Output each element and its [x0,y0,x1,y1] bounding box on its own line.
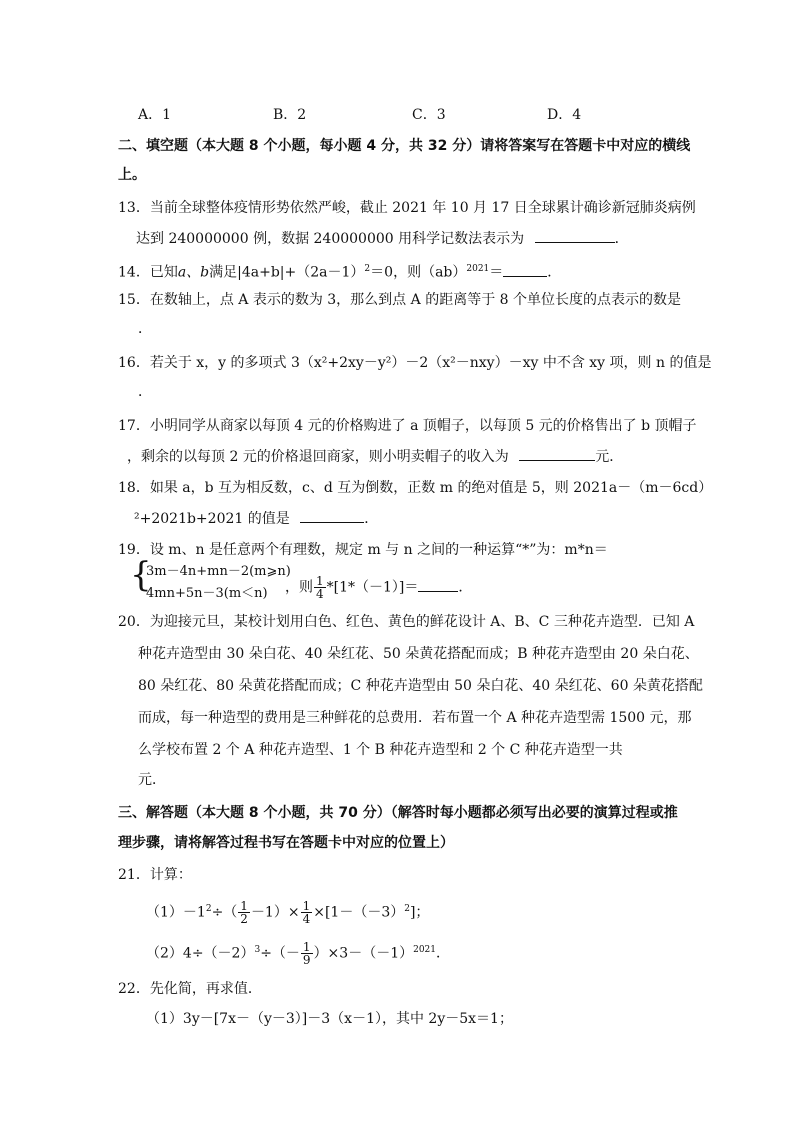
fraction: $\frac{1}{9}$ [302,940,311,968]
q21-title: 21．计算： [118,867,192,883]
q13-line1: 13．当前全球整体疫情形势依然严峻，截止 2021 年 10 月 17 日全球累计确诊新冠肺炎病例 [118,200,696,216]
q15-line1: 15．在数轴上，点 A 表示的数为 3，那么到点 A 的距离等于 8 个单位长度的点表示的数是 [118,292,681,308]
choice-a: A．1 [138,107,172,123]
q21-part2: $(2)4\div(-2)^3\div(-$ $\frac{1}{9}$ ）$\times 3-(-1)^{2021}$． [146,940,451,968]
q16-line2: ． [138,384,152,400]
q21-part1: $(1)-1^2\div$（ $\frac{1}{2}$ －1）× $\frac{1}{4}$ $\times[1-(-3)^2]$； [146,899,430,927]
q19-case2: 4mn+5n－3(m＜n) [146,586,268,601]
q13-text: 达到 240000000 例，数据 240000000 用科学记数法表示为 [136,231,525,247]
q15-line2: ． [138,321,152,337]
section2-heading: 二、填空题（本大题 8 个小题，每小题 4 分，共 32 分）请将答案写在答题卡中对应的横线 [118,138,691,154]
section3-heading-cont: 理步骤，请将解答过程书写在答题卡中对应的位置上） [118,835,454,851]
q19-line1: 19．设 m、n 是任意两个有理数，规定 m 与 n 之间的一种运算“*”为：m*n＝ [118,542,608,558]
q13-end: ． [614,231,629,247]
q16-line1: 16．若关于 x，y 的多项式 3（x²+2xy－y²）－2（x²－nxy）－xy 中不含 xy 项，则 n 的值是 [118,355,712,371]
q20-line6: 元． [138,772,166,788]
fraction: $\frac{1}{2}$ [240,899,248,927]
q22-title: 22．先化简，再求值． [118,981,262,997]
answer-blank [300,508,364,523]
section3-heading: 三、解答题（本大题 8 个小题，共 70 分）（解答时每小题都必须写出必要的演算过程或推 [118,805,678,821]
answer-blank [418,577,458,592]
q19-case1: 3m－4n+mn－2(m⩾n) [146,564,291,579]
q18-line1: 18．如果 a，b 互为相反数，c、d 互为倒数，正数 m 的绝对值是 5，则 2021a－（m－6cd） [118,480,713,496]
answer-blank [519,446,595,461]
q22-part1: （1）3y－[7x－（y－3）]－3（x－1），其中 2y－5x＝1； [146,1011,513,1027]
q19-expr: ，则 $\frac{1}{4}$ *[1*（－1）]＝ ． [285,574,473,601]
q20-line4: 而成，每一种造型的费用是三种鲜花的总费用．若布置一个 A 种花卉造型需 1500 元，那 [138,710,692,726]
fraction: $\frac{1}{4}$ [302,899,311,927]
q20-line3: 80 朵红花、80 朵黄花搭配而成；C 种花卉造型由 50 朵白花、40 朵红花、60 朵黄花搭配 [138,678,703,694]
q17-line2: ，剩余的以每顶 2 元的价格退回商家，则小明卖帽子的收入为 元． [127,446,623,466]
brace-icon: { [130,555,152,595]
answer-blank [503,262,547,277]
choice-d: D．4 [547,107,582,123]
answer-blank [535,228,615,243]
fraction: $\frac{1}{4}$ [316,574,324,601]
choice-c: C．3 [412,107,446,123]
q20-line5: 么学校布置 2 个 A 种花卉造型、1 个 B 种花卉造型和 2 个 C 种花卉造型一共 [138,742,623,758]
section2-heading-cont: 上。 [118,167,146,183]
q14: 14．已知a、b满足$|4a+b|+(2a-1)^2=0$，则（ab）$^{2021}$＝ ． [118,260,561,282]
choice-b: B．2 [273,107,307,123]
q13-line2 [136,228,629,248]
q20-line2: 种花卉造型由 30 朵白花、40 朵红花、50 朵黄花搭配而成；B 种花卉造型由 20 朵白花、 [138,646,699,662]
q17-line1: 17．小明同学从商家以每顶 4 元的价格购进了 a 顶帽子，以每顶 5 元的价格售出了 b 顶帽子 [118,418,697,434]
q18-line2: ²+2021b+2021 的值是 ． [134,508,378,528]
q20-line1: 20．为迎接元旦，某校计划用白色、红色、黄色的鲜花设计 A、B、C 三种花卉造型．已知 A [118,614,695,630]
